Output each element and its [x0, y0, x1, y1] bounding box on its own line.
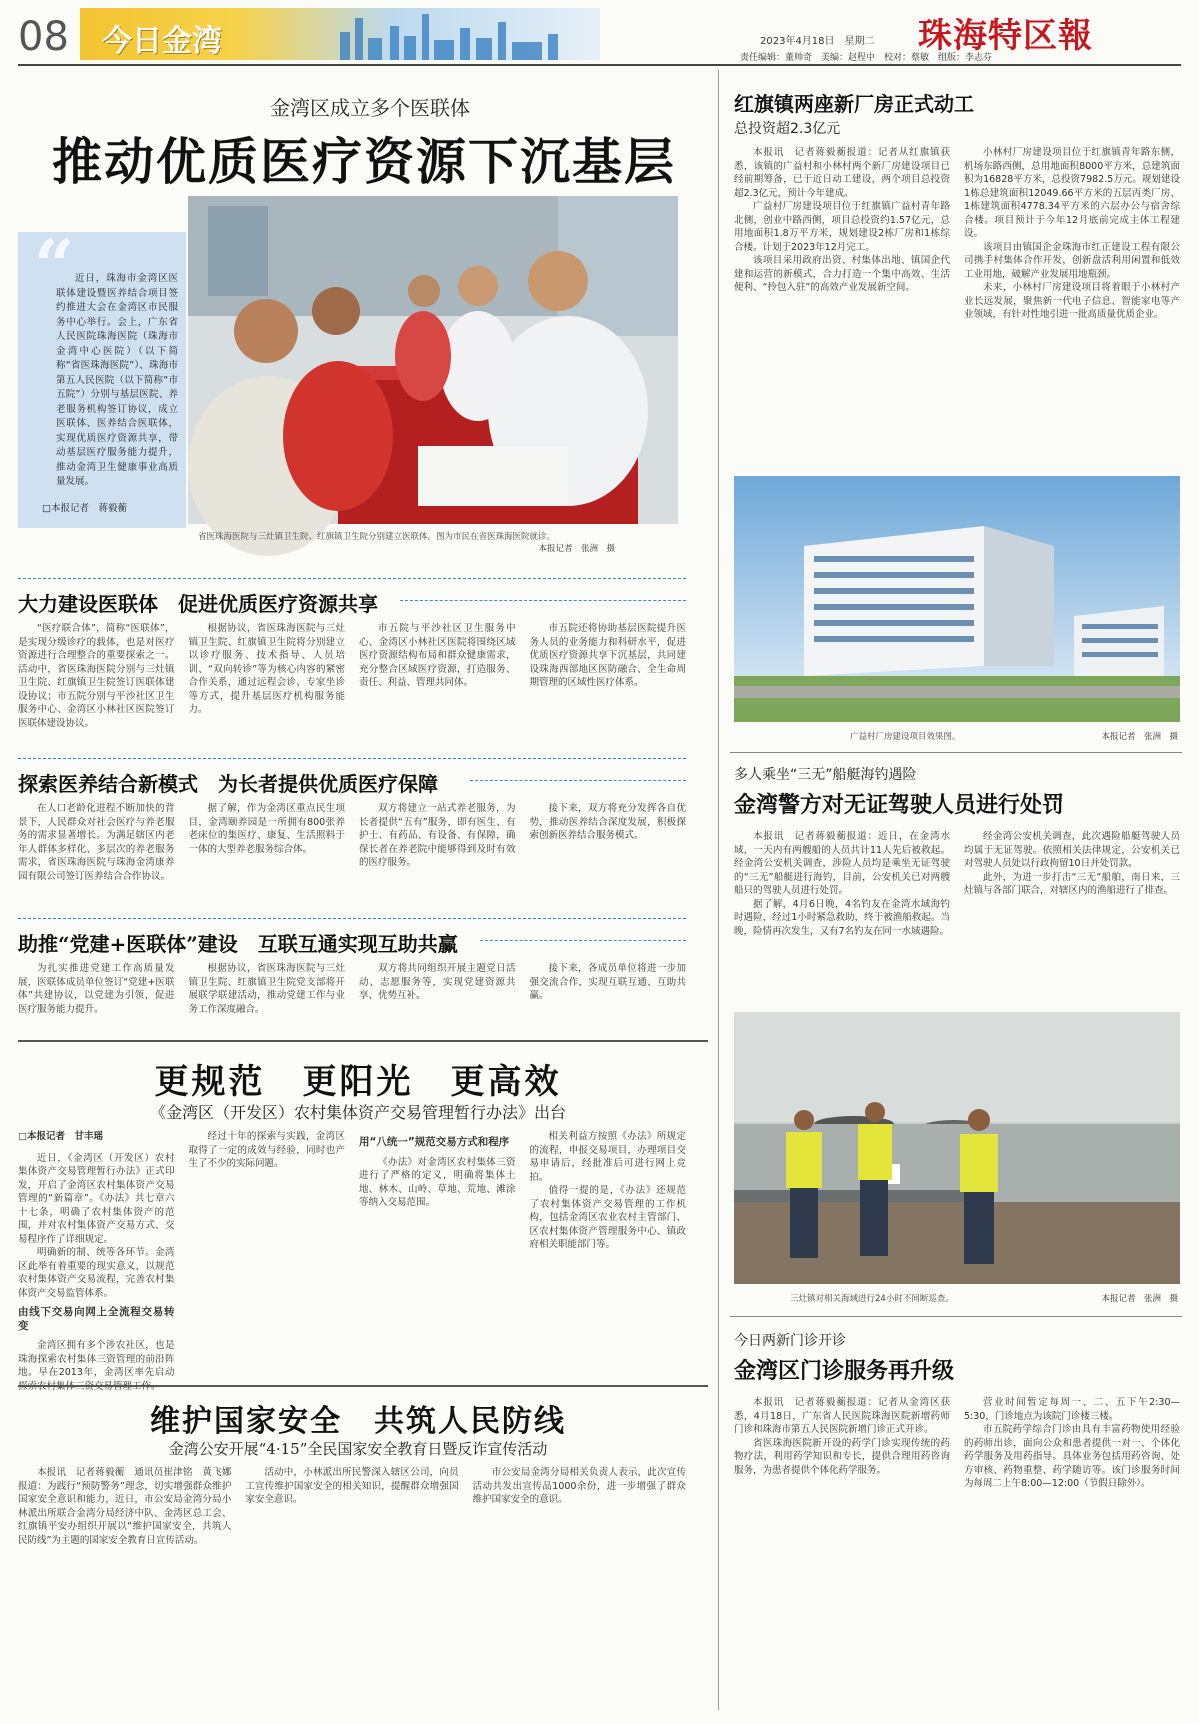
section-body-3 — [18, 962, 686, 1030]
paragraph: 小林村厂房建设项目位于红旗镇青年路东侧，机场东路西侧，总用地面积8000平方米，总建筑面积为16828平方米，总投资7982.5万元。规划建设1栋总建筑面积12049.66平方米的五层丙类厂房、1栋建筑面积4778.34平方米的六层办公与宿舍综合楼。项目预计于今年12月底前完成主体工程建设。 — [964, 147, 1180, 239]
rural-col-4 — [530, 1130, 687, 1360]
rural-headline: 更规范 更阳光 更高效 — [154, 1062, 562, 1102]
lead-photo — [188, 196, 678, 524]
paragraph: 接下来，双方将充分发挥各自优势，推动医养结合深度发展，积极探索创新医养结合服务模式。 — [529, 803, 686, 841]
paragraph: 值得一提的是，《办法》还规范了农村集体资产交易管理的工作机构，包括金湾区农业农村主管部门、区农村集体资产管理服务中心、镇政府相关职能部门等。 — [529, 1185, 686, 1250]
column-divider — [718, 70, 719, 1710]
factory-headline: 红旗镇两座新厂房正式动工 — [734, 92, 974, 116]
paragraph: 根据协议，省医珠海医院与三灶镇卫生院、红旗镇卫生院将分别建立以诊疗服务、技术指导、人员培训、“双向转诊”等为核心内容的紧密合作关系，通过远程会诊、专家坐诊等方式，提升基层医疗机构服务能力。 — [188, 623, 345, 715]
paragraph: 经金湾公安机关调查，此次遇险船艇驾驶人员均属于无证驾驶。依照相关法律规定，公安机关已对驾驶人员处以行政拘留10日并处罚款。 — [964, 831, 1180, 869]
boat-col-2 — [964, 830, 1180, 1002]
paragraph: 近日，《金湾区（开发区）农村集体资产交易管理暂行办法》正式印发，开启了金湾区农村集体资产交易管理的“新篇章”。《办法》共七章六十七条，明确了农村集体资产的范围，并对农村集体资产交易方式、交易程序作了详细规定。 — [18, 1152, 175, 1245]
intro-text: 近日，珠海市金湾区医联体建设暨医养结合项目签约推进大会在金湾区市民服务中心举行。会上，广东省人民医院珠海医院（珠海市金湾中心医院）（以下简称“省医珠海医院”）、珠海市第五人民医院（以下简称“市五院”）分别与基层医院、养老服务机构签订协议，成立医联体、医养结合医联体，实现优质医疗资源共享，带动基层医疗服务能力提升，推动金湾卫生健康事业高质量发展。 — [56, 273, 178, 487]
section-title: 今日金湾 — [102, 24, 222, 59]
security-body — [18, 1466, 686, 1710]
boat-kicker: 多人乘坐“三无”船艇海钓遇险 — [734, 767, 917, 783]
rural-subhead: 《金湾区（开发区）农村集体资产交易管理暂行办法》出台 — [149, 1103, 566, 1122]
boat-photo — [734, 1012, 1180, 1284]
section-divider — [18, 578, 686, 579]
section-title-3: 助推“党建+医联体”建设 互联互通实现互助共赢 — [18, 932, 458, 956]
paragraph: 本报讯 记者蒋毅蘅报道：记者从金湾区获悉，4月18日，广东省人民医院珠海医院新增药师门诊和珠海市第五人民医院新增门诊正式开诊。 — [734, 1397, 950, 1435]
article-rule — [18, 1040, 708, 1042]
paragraph: 省医珠海医院新开设的药学门诊实现传统的药物疗法，利用药学知识和专长，提供合理用药咨询服务，为患者提供个体化药学服务。 — [734, 1437, 950, 1476]
boat-photo-caption: 三灶镇对相关海域进行24小时不间断巡查。 — [790, 1294, 954, 1304]
lead-photo-caption: 省医珠海医院与三灶镇卫生院、红旗镇卫生院分别建立医联体。图为市民在省医珠海医院就诊。 — [198, 532, 556, 542]
rural-col-1 — [18, 1130, 175, 1378]
paragraph: 据了解，作为金湾区重点民生项目，金湾颐养园是一所拥有800张养老床位的集医疗、康复、生活照料于一体的大型养老服务综合体。 — [188, 803, 345, 855]
paragraph: 此外，为进一步打击“三无”船舶，南日来，三灶镇与各部门联合，对辖区内的渔船进行了排查。 — [964, 871, 1180, 896]
paragraph: 该项目采用政府出资、村集体出地、镇国企代建和运营的新模式，合力打造一个集中高效、生活便利、“拎包入驻”的高效产业发展新空间。 — [734, 255, 950, 293]
lead-byline: □本报记者 蒋毅蘅 — [42, 503, 127, 514]
boat-photo-credit: 本报记者 张洲 摄 — [1101, 1294, 1178, 1304]
page-number: 08 — [18, 14, 69, 60]
factory-subhead: 总投资超2.3亿元 — [734, 121, 841, 137]
paragraph: 该项目由镇国企金珠海市红正建设工程有限公司携手村集体合作开发，创新盘活利用闲置和低效工业用地，破解产业发展用地瓶颈。 — [964, 241, 1180, 280]
quote-mark-icon: “ — [34, 224, 75, 307]
lead-kicker: 金湾区成立多个医联体 — [270, 96, 470, 120]
section-banner — [80, 8, 600, 60]
clinic-headline: 金湾区门诊服务再升级 — [734, 1358, 955, 1384]
paragraph: 《办法》对金湾区农村集体三资进行了严格的定义，明确将集体土地、林木、山岭、草地、荒地、滩涂等纳入交易范围。 — [359, 1156, 516, 1208]
header-rule — [18, 64, 1181, 66]
boat-headline: 金湾警方对无证驾驶人员进行处罚 — [734, 792, 1065, 818]
paragraph: 在人口老龄化进程不断加快的背景下，人民群众对社会医疗与养老服务的需求显著增长。为满足辖区内老年人群体多样化、多层次的养老服务需求，省医珠海医院与珠海金湾康养园有限公司签订医养结合合作协议。 — [18, 803, 175, 882]
paragraph: 活动中，小林派出所民警深入辖区公司，向员工宣传维护国家安全的相关知识，提醒群众增强国家安全意识。 — [245, 1467, 459, 1505]
skyline-graphic — [300, 8, 600, 60]
factory-col-1 — [734, 146, 950, 462]
section-body-1 — [18, 622, 686, 740]
paragraph: 为扎实推进党建工作高质量发展，医联体成员单位签订“党建+医联体”共建协议，以党建为引领，促进医疗服务能力提升。 — [18, 963, 175, 1015]
paragraph: 金湾区拥有多个涉农社区，也是珠海探索农村集体三资管理的前沿阵地。早在2013年，金湾区率先启动 — [18, 1340, 175, 1378]
factory-photo-caption: 广益村厂房建设项目效果图。 — [850, 732, 961, 742]
clinic-kicker: 今日两新门诊开诊 — [734, 1333, 846, 1349]
rural-col-2 — [189, 1130, 346, 1360]
date-line: 2023年4月18日 星期二 — [760, 36, 875, 47]
clinic-col-1 — [734, 1396, 950, 1710]
paragraph: 未来，小林村厂房建设项目将着眼于小林村产业长远发展，聚焦新一代电子信息、智能家电等产业领域，有针对性地引进一批高质量优质企业。 — [964, 282, 1180, 320]
paragraph: 本报讯 记者蒋毅蘅报道：近日，在金湾水域，一天内有两艘船的人员共计11人先后被救起。经金湾公安机关调查，涉险人员均是乘坐无证驾驶的“三无”船艇进行海钓，目前，公安机关已对两艘船只的驾驶人员进行处罚。 — [734, 831, 950, 896]
intro-box — [18, 224, 186, 528]
clinic-body — [734, 1396, 1180, 1710]
article-rule — [730, 752, 1182, 753]
paragraph: 根据协议，省医珠海医院与三灶镇卫生院、红旗镇卫生院党支部将开展联学联建活动，推动党建工作与业务工作深度融合。 — [188, 963, 345, 1015]
paragraph: 双方将共同组织开展主题党日活动、志愿服务等，实现党建资源共享、优势互补。 — [359, 963, 516, 1001]
masthead: 珠海特区報 — [918, 16, 1093, 56]
section-title-1: 大力建设医联体 促进优质医疗资源共享 — [18, 592, 378, 616]
paragraph: 双方将建立一站式养老服务，为长者提供“五有”服务，即有医生、有护士、有药品、有设备、有保障，确保长者在养老院中能够得到及时有效的医疗服务。 — [359, 803, 516, 868]
boat-col-1 — [734, 830, 950, 1002]
rural-byline: □本报记者 甘丰瑶 — [18, 1131, 103, 1142]
paragraph: 本报讯 记者蒋毅蘅报道：记者从红旗镇获悉，该镇的广益村和小林村两个新厂房建设项目已经前期筹备，已于近日动工建设，两个项目总投资超2.3亿元，预计今年建成。 — [734, 147, 950, 199]
security-subhead: 金湾公安开展“4·15”全民国家安全教育日暨反诈宣传活动 — [168, 1440, 548, 1458]
lead-headline: 推动优质医疗资源下沉基层 — [52, 132, 676, 191]
section-divider — [470, 780, 686, 781]
paragraph: 据了解，4月6日晚，4名钓友在金湾水域海钓时遇险，经过1小时紧急救助，终于被渔船救起。当晚，险情再次发生，又有7名钓友在同一水域遇险。 — [734, 898, 950, 937]
section-divider — [400, 600, 686, 601]
factory-body — [734, 146, 1180, 462]
paragraph: 市五院还将协助基层医院提升医务人员的业务能力和科研水平，促进优质医疗资源共享下沉基层，共同建设珠海西部地区医防融合、全生命周期管理的区域性医疗体系。 — [529, 623, 686, 688]
editors-line: 责任编辑：董帅奇 美编：赵程中 校对：蔡敏 组版：李志芬 — [740, 53, 993, 63]
lead-photo-credit: 本报记者 张洲 摄 — [538, 544, 615, 554]
rural-subsection-2: 用“八统一”规范交易方式和程序 — [359, 1136, 510, 1148]
paragraph: 市五院与平沙社区卫生服务中心、金湾区小林社区医院将围绕区域医疗资源结构布局和群众健康需求，充分整合区域医疗资源，打造服务、责任、利益、管理共同体。 — [359, 623, 516, 688]
paragraph: 经过十年的探索与实践，金湾区取得了一定的成效与经验，同时也产生了不少的实际问题。 — [188, 1131, 345, 1169]
paragraph: 相关利益方按照《办法》所规定的流程，申报交易项目，办理项目交易申请后，经批准后可进行网上竞拍。 — [529, 1131, 686, 1183]
paragraph: 明确新的制、统等各环节。金湾区此举有着重要的现实意义，以规范农村集体资产交易流程，完善农村集体资产交易监管体系。 — [18, 1247, 175, 1299]
paragraph: 本报讯 记者蒋毅蘅 通讯员崔津铭 黄飞娜报道：为践行“预防警务”理念，切实增强群众维护国家安全意识和能力，近日，市公安局金湾分局小林派出所联合金湾分局经济中队、金湾区总工会、红旗镇平安办组织开展以“维护国家安全，共筑人民防线”为主题的国家安全教育日宣传活动。 — [18, 1467, 232, 1546]
section-divider — [18, 918, 686, 919]
factory-col-2 — [964, 146, 1180, 462]
section-title-2: 探索医养结合新模式 为长者提供优质医疗保障 — [18, 772, 438, 796]
paragraph: 市五院药学综合门诊由具有丰富药物使用经验的药师出诊，面向公众和患者提供一对一、个体化药学服务及用药指导。具体业务包括用药咨询、处方审核、药物重整、药学随访等。该门诊服务时间为每周二上午8:00—12:00（节假日除外）。 — [964, 1424, 1180, 1489]
rural-subsection-1: 由线下交易向网上全流程交易转变 — [18, 1306, 175, 1332]
paragraph: “医疗联合体”，简称“医联体”，是实现分级诊疗的载体，也是对医疗资源进行合理整合的重要探索之一。活动中，省医珠海医院分别与三灶镇卫生院、红旗镇卫生院签订医联体建设协议；市五院分别与平沙社区卫生服务中心、金湾区小林社区医院签订医联体建设协议。 — [18, 623, 175, 729]
article-rule — [18, 1385, 708, 1387]
section-divider — [480, 940, 686, 941]
paragraph: 市公安局金湾分局相关负责人表示，此次宣传活动共发出宣传品1000余份，进一步增强了群众维护国家安全的意识。 — [472, 1467, 686, 1505]
article-rule — [730, 1316, 1182, 1317]
boat-body — [734, 830, 1180, 1002]
factory-photo — [734, 476, 1180, 722]
paragraph: 接下来，各成员单位将进一步加强交流合作，实现互联互通、互助共赢。 — [529, 963, 686, 1001]
security-headline: 维护国家安全 共筑人民防线 — [150, 1404, 566, 1439]
paragraph: 营业时间暂定每周一、二、五下午2:30—5:30，门诊地点为该院门诊楼三楼。 — [964, 1397, 1180, 1422]
rural-body — [18, 1130, 686, 1378]
section-divider — [18, 758, 686, 759]
section-body-2 — [18, 802, 686, 912]
factory-photo-credit: 本报记者 张洲 摄 — [1101, 732, 1178, 742]
rural-col-3 — [359, 1130, 516, 1360]
clinic-col-2 — [964, 1396, 1180, 1710]
paragraph: 广益村厂房建设项目位于红旗镇广益村青年路北侧，创业中路西侧，项目总投资约1.57亿元，总用地面积1.8万平方米，规划建设2栋厂房和1栋综合楼。计划于2023年12月完工。 — [734, 201, 950, 253]
